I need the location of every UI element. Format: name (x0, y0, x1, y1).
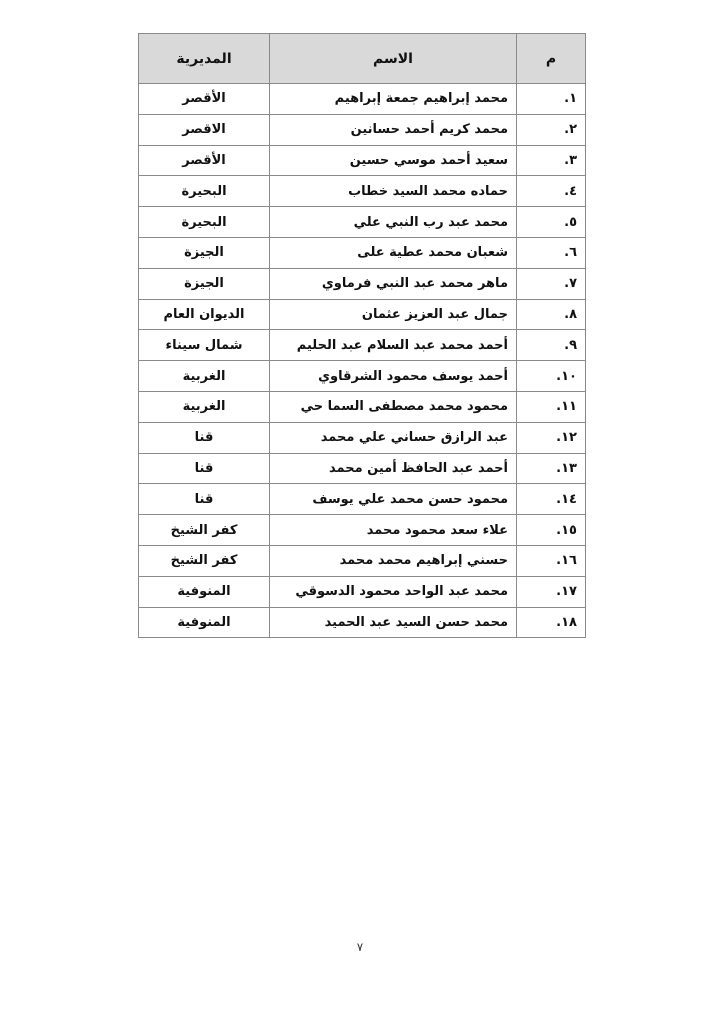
row-name: حماده محمد السيد خطاب (270, 176, 517, 207)
row-name: محمد إبراهيم جمعة إبراهيم (270, 84, 517, 115)
row-name: أحمد محمد عبد السلام عبد الحليم (270, 330, 517, 361)
page-number: ٧ (356, 940, 364, 954)
row-directorate: البحيرة (139, 207, 270, 238)
row-name: محمد عبد رب النبي علي (270, 207, 517, 238)
row-directorate: المنوفية (139, 607, 270, 638)
row-name: محمود محمد مصطفى السما حي (270, 391, 517, 422)
row-number: ٥. (517, 207, 586, 238)
table-row (139, 299, 586, 330)
table-row (139, 422, 586, 453)
row-number: ١٦. (517, 545, 586, 576)
table-row (139, 545, 586, 576)
row-number: ٢. (517, 114, 586, 145)
table-row (139, 114, 586, 145)
row-name: محمد عبد الواحد محمود الدسوقي (270, 576, 517, 607)
row-number: ٦. (517, 237, 586, 268)
row-name: سعيد أحمد موسي حسين (270, 145, 517, 176)
row-number: ٩. (517, 330, 586, 361)
table-row (139, 330, 586, 361)
table-row (139, 176, 586, 207)
table-row (139, 391, 586, 422)
row-number: ١١. (517, 391, 586, 422)
row-number: ١٤. (517, 484, 586, 515)
row-directorate: كفر الشيخ (139, 515, 270, 546)
row-number: ١٢. (517, 422, 586, 453)
row-name: محمد حسن السيد عبد الحميد (270, 607, 517, 638)
row-name: ماهر محمد عبد النبي فرماوي (270, 268, 517, 299)
table-row (139, 145, 586, 176)
row-name: جمال عبد العزيز عثمان (270, 299, 517, 330)
row-number: ١٥. (517, 515, 586, 546)
table-row (139, 207, 586, 238)
row-directorate: قنا (139, 453, 270, 484)
header-directorate: المديرية (139, 34, 270, 84)
row-directorate: الغربية (139, 391, 270, 422)
row-number: ١. (517, 84, 586, 115)
row-name: علاء سعد محمود محمد (270, 515, 517, 546)
row-number: ٧. (517, 268, 586, 299)
row-directorate: الجيزة (139, 237, 270, 268)
row-directorate: الاقصر (139, 114, 270, 145)
row-number: ١٠. (517, 361, 586, 392)
row-number: ١٧. (517, 576, 586, 607)
row-name: شعبان محمد عطية على (270, 237, 517, 268)
row-number: ٤. (517, 176, 586, 207)
table-row (139, 268, 586, 299)
table-body (139, 84, 586, 638)
table-row (139, 361, 586, 392)
row-directorate: كفر الشيخ (139, 545, 270, 576)
row-number: ١٣. (517, 453, 586, 484)
row-name: أحمد عبد الحافظ أمين محمد (270, 453, 517, 484)
table-header (139, 34, 586, 84)
table-row (139, 453, 586, 484)
row-name: عبد الرازق حساني علي محمد (270, 422, 517, 453)
row-directorate: الأقصر (139, 84, 270, 115)
row-directorate: قنا (139, 422, 270, 453)
row-directorate: الجيزة (139, 268, 270, 299)
row-number: ١٨. (517, 607, 586, 638)
row-directorate: البحيرة (139, 176, 270, 207)
row-directorate: شمال سيناء (139, 330, 270, 361)
roster-table (138, 33, 586, 638)
row-directorate: الأقصر (139, 145, 270, 176)
table-row (139, 576, 586, 607)
row-number: ٨. (517, 299, 586, 330)
row-name: أحمد يوسف محمود الشرقاوي (270, 361, 517, 392)
table-row (139, 484, 586, 515)
row-name: حسني إبراهيم محمد محمد (270, 545, 517, 576)
row-name: محمد كريم أحمد حسانين (270, 114, 517, 145)
row-directorate: المنوفية (139, 576, 270, 607)
row-directorate: الغربية (139, 361, 270, 392)
table-row (139, 84, 586, 115)
row-number: ٣. (517, 145, 586, 176)
table-row (139, 515, 586, 546)
header-row (139, 34, 586, 84)
row-directorate: الديوان العام (139, 299, 270, 330)
row-directorate: قنا (139, 484, 270, 515)
row-name: محمود حسن محمد علي يوسف (270, 484, 517, 515)
header-name: الاسم (270, 34, 517, 84)
table-row (139, 237, 586, 268)
table-row (139, 607, 586, 638)
header-number: م (517, 34, 586, 84)
